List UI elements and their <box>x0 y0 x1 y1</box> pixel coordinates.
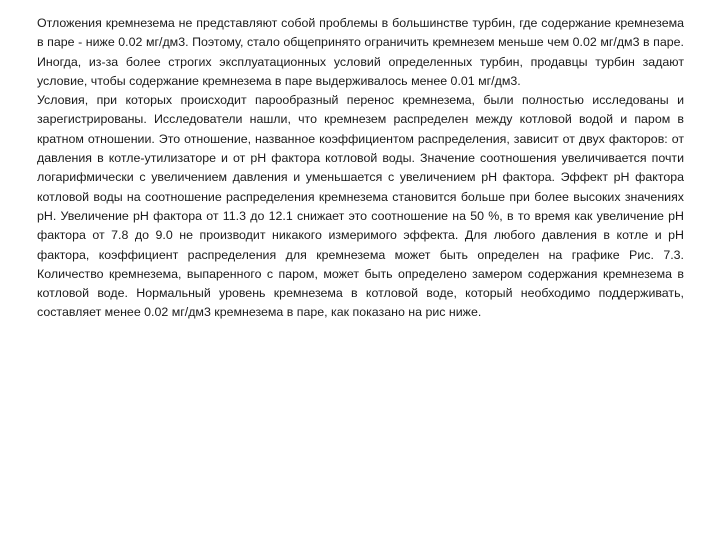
paragraph-silica-deposits: Отложения кремнезема не представляют собой проблемы в большинстве турбин, где содержание кремнезема в паре - ниже 0.02 мг/дм3. Поэтому, стало общепринято ограничить кремнезем меньше чем 0.02 мг/дм3 в паре. Иногда, из-за более строгих эксплуатационных условий определенных турбин, продавцы турбин задают условие, чтобы содержание кремнезема в паре выдерживалось менее 0.01 мг/дм3. <box>37 16 684 88</box>
paragraph-silica-transport: Условия, при которых происходит парообразный перенос кремнезема, были полностью исследованы и зарегистрированы. Исследователи нашли, что кремнезем распределен между котловой водой и паром в кратном отношении. Это отношение, названное коэффициентом распределения, зависит от двух факторов: от давления в котле-утилизаторе и от pH фактора котловой воды. Значение соотношения увеличивается почти логарифмически с увеличением давления и уменьшается с увеличением pH фактора. Эффект pH фактора котловой воды на соотношение распределения кремнезема становится больше при более высоких значениях pH. Увеличение pH фактора от 11.3 до 12.1 снижает это соотношение на 50 %, в то время как увеличение pH фактора от 7.8 до 9.0 не производит никакого измеримого эффекта. Для любого давления в котле и pH фактора, коэффициент распределения для кремнезема может быть определен на графике Рис. 7.3. Количество кремнезема, выпаренного с паром, может быть определено замером содержания кремнезема в котловой воде. Нормальный уровень кремнезема в котловой воде, который необходимо поддерживать, составляет менее 0.02 мг/дм3 кремнезема в паре, как показано на рис ниже. <box>37 93 684 320</box>
body-text <box>37 14 684 323</box>
